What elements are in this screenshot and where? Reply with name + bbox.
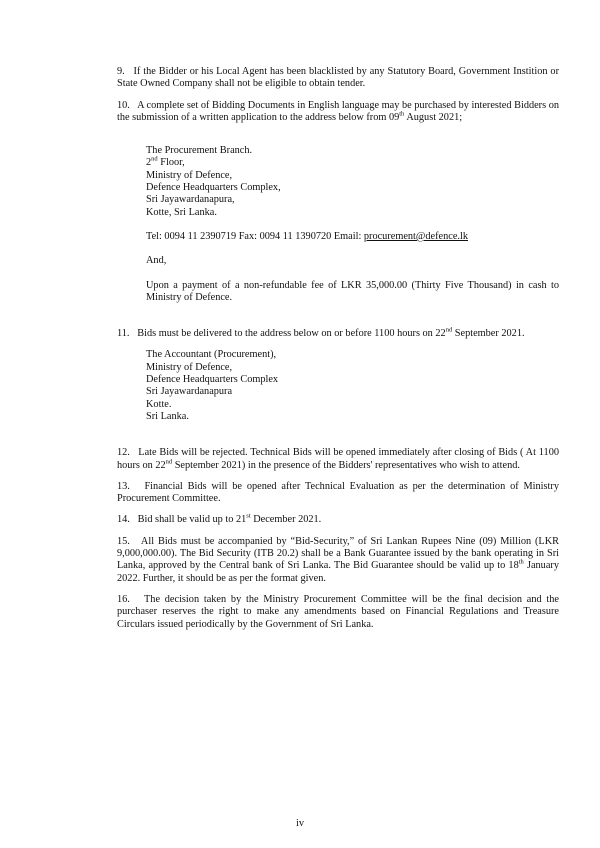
clause-16 xyxy=(117,594,559,631)
address-line xyxy=(146,157,559,169)
address-floor-number: 2 xyxy=(146,157,152,169)
ordinal-suffix: th xyxy=(399,110,405,118)
ordinal-suffix: nd xyxy=(151,156,158,164)
clause-number: 15. xyxy=(117,535,130,547)
clause-number: 11. xyxy=(117,328,130,340)
ordinal-suffix: nd xyxy=(165,458,173,466)
clause-text: Financial Bids will be opened after Technical Evaluation as per the determination of Ministry Procurement Committee. xyxy=(117,480,559,505)
clause-text: August 2021; xyxy=(404,111,463,123)
clause-9 xyxy=(117,66,559,91)
clause-text: September 2021. xyxy=(452,328,525,340)
clause-number: 14. xyxy=(117,514,130,526)
clause-text: December 2021. xyxy=(250,514,322,526)
clause-text: Bids must be delivered to the address below on or before 1100 hours on 22 xyxy=(137,328,446,340)
clause-14 xyxy=(117,514,559,526)
address-line: Sri Lanka. xyxy=(146,410,189,422)
ordinal-suffix: th xyxy=(518,558,524,566)
address-line: Kotte. xyxy=(146,398,172,410)
address-line: Sri Jayawardanapura, xyxy=(146,194,235,206)
contact-line xyxy=(146,231,559,243)
procurement-address xyxy=(146,145,559,219)
clause-number: 9. xyxy=(117,66,125,77)
contact-numbers: Tel: 0094 11 2390719 Fax: 0094 11 1390720 Email: xyxy=(146,230,364,242)
clause-number: 10. xyxy=(117,99,130,111)
payment-text: Upon a payment of a non-refundable fee of LKR 35,000.00 (Thirty Five Thousand) in cash to Ministry of Defence. xyxy=(146,279,559,303)
clause-number: 16. xyxy=(117,593,130,605)
address-line: The Procurement Branch. xyxy=(146,145,253,157)
email-link[interactable]: procurement@defence.lk xyxy=(363,230,468,242)
delivery-address xyxy=(146,349,559,423)
clause-number: 12. xyxy=(117,447,130,459)
clause-text: Bid shall be valid up to 21 xyxy=(137,514,247,526)
clause-text: If the Bidder or his Local Agent has been blacklisted by any Statutory Board, Government Instition or State Owned Company shall not be eligible to obtain tender. xyxy=(117,66,559,90)
address-line: Defence Headquarters Complex xyxy=(146,374,279,386)
address-line: Defence Headquarters Complex, xyxy=(146,182,281,194)
clause-text: Late Bids will be rejected. Technical Bids will be opened immediately after closing of Bids ( At 1100 hours on 22 xyxy=(117,447,559,471)
address-line: Ministry of Defence, xyxy=(146,169,233,181)
clause-15 xyxy=(117,536,559,585)
clause-12 xyxy=(117,447,559,472)
address-line: The Accountant (Procurement), xyxy=(146,349,277,361)
clause-number: 13. xyxy=(117,480,130,492)
ordinal-suffix: st xyxy=(246,513,251,520)
ordinal-suffix: nd xyxy=(445,326,453,334)
clause-text: The decision taken by the Ministry Procurement Committee will be the final decision and the purchaser reserves the right to make any amendments based on Financial Regulations and Treasure Circulars issued periodically by the Government of Sri Lanka. xyxy=(117,593,559,630)
address-line: Ministry of Defence, xyxy=(146,361,233,373)
clause-13 xyxy=(117,481,559,506)
address-line: Kotte, Sri Lanka. xyxy=(146,206,217,218)
clause-10 xyxy=(117,100,559,125)
clause-text: September 2021) in the presence of the Bidders' representatives who wish to attend. xyxy=(172,459,520,471)
clause-11 xyxy=(117,328,559,340)
address-line: Sri Jayawardanapura xyxy=(146,386,233,398)
page-number: iv xyxy=(295,818,304,829)
address-floor-text: Floor, xyxy=(157,157,185,169)
clause-text: A complete set of Bidding Documents in English language may be purchased by interested Bidders on the submission of a written application to the address below from 09 xyxy=(117,99,560,123)
and-text: And, xyxy=(146,255,167,267)
clause-text: January 2022. Further, it should be as per the format given. xyxy=(117,560,559,584)
clause-text: All Bids must be accompanied by “Bid-Security,” of Sri Lankan Rupees Nine (09) Million (LKR 9,000,000.00). The Bid Security (ITB 20.2) shall be a Bank Guarantee issued by the bank operating in Sri Lanka, approved by the Central bank of Sri Lanka. The Bid Guarantee should be valid up to 18 xyxy=(117,535,560,572)
document-body xyxy=(117,66,559,640)
